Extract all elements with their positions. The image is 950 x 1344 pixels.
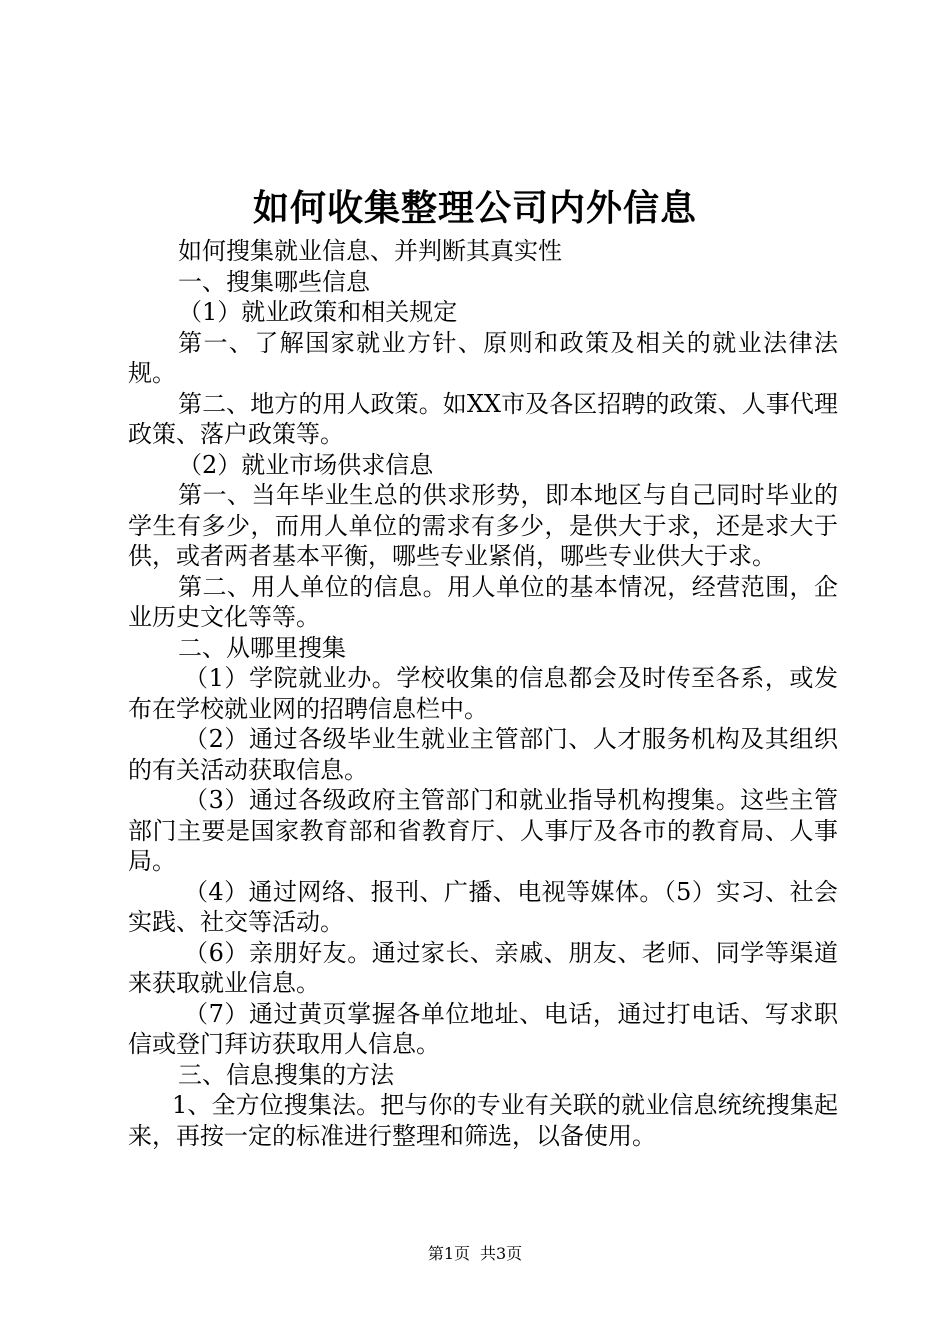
list-item: （6）亲朋好友。通过家长、亲戚、朋友、老师、同学等渠道来获取就业信息。 bbox=[128, 938, 838, 997]
paragraph-intro: 如何搜集就业信息、并判断其真实性 bbox=[178, 237, 562, 265]
paragraph: 第一、了解国家就业方针、原则和政策及相关的就业法律法规。 bbox=[128, 328, 838, 387]
page-footer bbox=[0, 1244, 950, 1264]
paragraph: 1、全方位搜集法。把与你的专业有关联的就业信息统统搜集起来，再按一定的标准进行整理和筛选，以备使用。 bbox=[128, 1091, 838, 1150]
subsection-heading-1-2: （2）就业市场供求信息 bbox=[178, 450, 434, 479]
list-item: （2）通过各级毕业生就业主管部门、人才服务机构及其组织的有关活动获取信息。 bbox=[128, 725, 838, 784]
paragraph: 第二、用人单位的信息。用人单位的基本情况，经营范围，企业历史文化等等。 bbox=[128, 572, 838, 631]
document-title: 如何收集整理公司内外信息 bbox=[252, 187, 697, 229]
page-number-current: 第1页 bbox=[427, 1244, 470, 1263]
paragraph: 第一、当年毕业生总的供求形势，即本地区与自己同时毕业的学生有多少，而用人单位的需求有多少，是供大于求，还是求大于供，或者两者基本平衡，哪些专业紧俏，哪些专业供大于求。 bbox=[128, 481, 838, 570]
subsection-heading-1-1: （1）就业政策和相关规定 bbox=[178, 298, 458, 326]
section-heading-3: 三、信息搜集的方法 bbox=[178, 1060, 394, 1089]
list-item: （3）通过各级政府主管部门和就业指导机构搜集。这些主管部门主要是国家教育部和省教育厅、人事厅及各市的教育局、人事局。 bbox=[128, 786, 838, 875]
section-heading-1: 一、搜集哪些信息 bbox=[178, 267, 370, 296]
paragraph: 第二、地方的用人政策。如XX市及各区招聘的政策、人事代理政策、落户政策等。 bbox=[128, 389, 838, 448]
list-item: （4）通过网络、报刊、广播、电视等媒体。（5）实习、社会实践、社交等活动。 bbox=[128, 877, 838, 936]
document-body bbox=[128, 236, 838, 1151]
page-number-total: 共3页 bbox=[480, 1244, 523, 1263]
list-item: （7）通过黄页掌握各单位地址、电话，通过打电话、写求职信或登门拜访获取用人信息。 bbox=[128, 999, 838, 1058]
list-item: （1）学院就业办。学校收集的信息都会及时传至各系，或发布在学校就业网的招聘信息栏中。 bbox=[128, 664, 838, 723]
section-heading-2: 二、从哪里搜集 bbox=[178, 633, 346, 662]
